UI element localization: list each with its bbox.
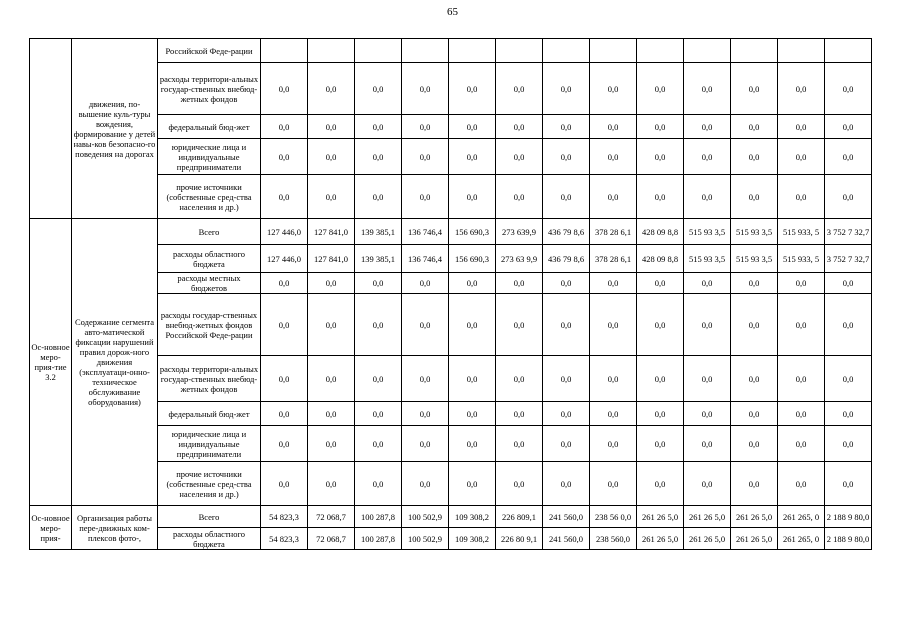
value-cell: 261 26 5,0 (637, 506, 684, 528)
measure-description-cell: Организация работы пере-движных ком-плексов фото-, (72, 506, 158, 550)
value-cell: 0,0 (261, 63, 308, 115)
value-cell: 0,0 (731, 462, 778, 506)
value-cell: 0,0 (449, 63, 496, 115)
budget-table (29, 38, 872, 550)
value-cell (496, 39, 543, 63)
value-cell (731, 39, 778, 63)
value-cell: 72 068,7 (308, 528, 355, 550)
value-cell: 0,0 (637, 175, 684, 219)
value-cell (825, 39, 872, 63)
value-cell: 0,0 (590, 462, 637, 506)
value-cell: 0,0 (778, 139, 825, 175)
value-cell: 0,0 (496, 294, 543, 356)
value-cell: 0,0 (731, 426, 778, 462)
value-cell: 0,0 (825, 402, 872, 426)
value-cell: 0,0 (355, 115, 402, 139)
value-cell: 261 26 5,0 (684, 506, 731, 528)
value-cell: 0,0 (731, 294, 778, 356)
value-cell: 0,0 (543, 273, 590, 294)
value-cell: 0,0 (778, 402, 825, 426)
value-cell: 0,0 (355, 402, 402, 426)
value-cell (684, 39, 731, 63)
value-cell: 0,0 (637, 294, 684, 356)
value-cell: 0,0 (684, 115, 731, 139)
value-cell: 241 560,0 (543, 506, 590, 528)
value-cell: 0,0 (449, 115, 496, 139)
value-cell: 0,0 (308, 294, 355, 356)
value-cell: 0,0 (684, 426, 731, 462)
value-cell: 136 746,4 (402, 219, 449, 245)
value-cell: 515 93 3,5 (684, 219, 731, 245)
value-cell: 428 09 8,8 (637, 219, 684, 245)
value-cell: 436 79 8,6 (543, 245, 590, 273)
value-cell: 0,0 (496, 426, 543, 462)
value-cell: 0,0 (449, 426, 496, 462)
value-cell: 0,0 (684, 175, 731, 219)
value-cell: 0,0 (402, 139, 449, 175)
value-cell: 226 80 9,1 (496, 528, 543, 550)
value-cell: 0,0 (308, 273, 355, 294)
funding-source-cell: расходы территори-альных государ-ственных внебюд-жетных фондов (158, 63, 261, 115)
value-cell: 0,0 (496, 356, 543, 402)
value-cell: 0,0 (261, 139, 308, 175)
value-cell: 127 446,0 (261, 245, 308, 273)
value-cell: 0,0 (637, 115, 684, 139)
value-cell: 515 93 3,5 (731, 219, 778, 245)
value-cell: 0,0 (496, 402, 543, 426)
value-cell: 127 841,0 (308, 219, 355, 245)
value-cell: 261 26 5,0 (731, 506, 778, 528)
value-cell: 261 265, 0 (778, 528, 825, 550)
value-cell: 0,0 (261, 426, 308, 462)
funding-source-cell: федеральный бюд-жет (158, 115, 261, 139)
value-cell (637, 39, 684, 63)
value-cell: 136 746,4 (402, 245, 449, 273)
value-cell: 0,0 (496, 175, 543, 219)
value-cell: 515 93 3,5 (731, 245, 778, 273)
value-cell: 261 26 5,0 (731, 528, 778, 550)
value-cell: 0,0 (637, 139, 684, 175)
value-cell: 0,0 (778, 115, 825, 139)
value-cell: 0,0 (449, 356, 496, 402)
value-cell: 0,0 (637, 402, 684, 426)
value-cell: 0,0 (261, 273, 308, 294)
measure-id-cell: Ос-новное меро-прия-тие 3.2 (30, 219, 72, 506)
value-cell: 100 502,9 (402, 506, 449, 528)
value-cell: 0,0 (449, 402, 496, 426)
value-cell: 156 690,3 (449, 245, 496, 273)
value-cell: 0,0 (308, 63, 355, 115)
value-cell: 0,0 (355, 273, 402, 294)
value-cell: 0,0 (684, 402, 731, 426)
value-cell: 109 308,2 (449, 506, 496, 528)
value-cell: 0,0 (261, 294, 308, 356)
value-cell: 72 068,7 (308, 506, 355, 528)
value-cell: 0,0 (402, 63, 449, 115)
value-cell (590, 39, 637, 63)
value-cell: 0,0 (449, 462, 496, 506)
value-cell: 0,0 (261, 356, 308, 402)
value-cell: 0,0 (590, 139, 637, 175)
value-cell: 0,0 (449, 175, 496, 219)
value-cell: 0,0 (449, 294, 496, 356)
value-cell: 0,0 (543, 175, 590, 219)
value-cell: 261 265, 0 (778, 506, 825, 528)
value-cell: 0,0 (637, 356, 684, 402)
value-cell: 436 79 8,6 (543, 219, 590, 245)
funding-source-cell: расходы местных бюджетов (158, 273, 261, 294)
value-cell: 0,0 (778, 175, 825, 219)
value-cell (449, 39, 496, 63)
value-cell: 0,0 (402, 402, 449, 426)
value-cell: 0,0 (496, 63, 543, 115)
value-cell: 100 502,9 (402, 528, 449, 550)
value-cell: 0,0 (778, 356, 825, 402)
value-cell: 273 63 9,9 (496, 245, 543, 273)
table-row (30, 219, 872, 245)
value-cell: 0,0 (261, 402, 308, 426)
value-cell: 0,0 (261, 115, 308, 139)
value-cell: 156 690,3 (449, 219, 496, 245)
value-cell: 0,0 (731, 175, 778, 219)
value-cell: 0,0 (731, 115, 778, 139)
value-cell: 139 385,1 (355, 219, 402, 245)
value-cell: 0,0 (355, 356, 402, 402)
value-cell: 0,0 (684, 462, 731, 506)
value-cell (308, 39, 355, 63)
funding-source-cell: расходы областного бюджета (158, 528, 261, 550)
value-cell: 139 385,1 (355, 245, 402, 273)
value-cell (261, 39, 308, 63)
funding-source-cell: расходы территори-альных государ-ственных внебюд-жетных фондов (158, 356, 261, 402)
value-cell: 0,0 (308, 402, 355, 426)
value-cell: 0,0 (355, 175, 402, 219)
value-cell: 3 752 7 32,7 (825, 219, 872, 245)
value-cell: 0,0 (308, 175, 355, 219)
value-cell: 0,0 (402, 294, 449, 356)
value-cell: 0,0 (261, 175, 308, 219)
value-cell: 127 446,0 (261, 219, 308, 245)
value-cell: 0,0 (684, 63, 731, 115)
value-cell: 0,0 (590, 426, 637, 462)
value-cell: 2 188 9 80,0 (825, 506, 872, 528)
value-cell: 0,0 (637, 426, 684, 462)
value-cell: 0,0 (825, 115, 872, 139)
value-cell: 515 933, 5 (778, 245, 825, 273)
value-cell: 0,0 (543, 426, 590, 462)
value-cell: 0,0 (731, 63, 778, 115)
table-row (30, 39, 872, 63)
value-cell: 0,0 (355, 139, 402, 175)
value-cell: 261 26 5,0 (637, 528, 684, 550)
value-cell: 127 841,0 (308, 245, 355, 273)
page-number: 65 (447, 6, 458, 18)
value-cell: 0,0 (590, 356, 637, 402)
funding-source-cell: прочие источники (собственные сред-ства населения и др.) (158, 462, 261, 506)
value-cell: 0,0 (355, 426, 402, 462)
measure-description-cell: движения, по-вышение куль-туры вождения, формирование у детей навы-ков безопасно-го поведения на дорогах (72, 39, 158, 219)
value-cell: 0,0 (778, 426, 825, 462)
value-cell: 0,0 (825, 294, 872, 356)
value-cell: 0,0 (637, 63, 684, 115)
value-cell: 0,0 (261, 462, 308, 506)
value-cell: 0,0 (637, 273, 684, 294)
value-cell: 54 823,3 (261, 506, 308, 528)
value-cell: 0,0 (637, 462, 684, 506)
value-cell: 0,0 (543, 402, 590, 426)
value-cell: 0,0 (402, 175, 449, 219)
value-cell: 261 26 5,0 (684, 528, 731, 550)
value-cell: 0,0 (449, 139, 496, 175)
value-cell: 515 93 3,5 (684, 245, 731, 273)
value-cell: 273 639,9 (496, 219, 543, 245)
value-cell: 0,0 (825, 426, 872, 462)
value-cell: 0,0 (543, 63, 590, 115)
value-cell (355, 39, 402, 63)
value-cell: 3 752 7 32,7 (825, 245, 872, 273)
table-row (30, 506, 872, 528)
value-cell: 0,0 (825, 462, 872, 506)
value-cell: 0,0 (590, 402, 637, 426)
funding-source-cell: расходы государ-ственных внебюд-жетных фондов Российской Феде-рации (158, 294, 261, 356)
value-cell: 0,0 (308, 115, 355, 139)
measure-id-cell: Ос-новное меро-прия- (30, 506, 72, 550)
value-cell: 0,0 (496, 139, 543, 175)
measure-description-cell: Содержание сегмента авто-матической фиксации нарушений правил дорож-ного движения (эксплуатаци-онно-техническое обслуживание оборудования) (72, 219, 158, 506)
value-cell: 0,0 (778, 273, 825, 294)
value-cell: 0,0 (402, 115, 449, 139)
value-cell: 2 188 9 80,0 (825, 528, 872, 550)
value-cell: 0,0 (825, 63, 872, 115)
value-cell: 0,0 (731, 273, 778, 294)
value-cell: 0,0 (496, 462, 543, 506)
value-cell: 0,0 (731, 402, 778, 426)
value-cell: 0,0 (355, 294, 402, 356)
value-cell: 378 28 6,1 (590, 219, 637, 245)
value-cell: 0,0 (402, 426, 449, 462)
value-cell: 0,0 (496, 115, 543, 139)
value-cell: 0,0 (778, 294, 825, 356)
value-cell: 0,0 (449, 273, 496, 294)
value-cell: 109 308,2 (449, 528, 496, 550)
value-cell: 0,0 (684, 139, 731, 175)
value-cell: 0,0 (496, 273, 543, 294)
value-cell: 428 09 8,8 (637, 245, 684, 273)
value-cell: 0,0 (308, 462, 355, 506)
value-cell: 0,0 (590, 175, 637, 219)
value-cell: 0,0 (731, 356, 778, 402)
value-cell: 0,0 (825, 273, 872, 294)
funding-source-cell: Российской Феде-рации (158, 39, 261, 63)
value-cell: 0,0 (590, 115, 637, 139)
funding-source-cell: Всего (158, 506, 261, 528)
value-cell: 0,0 (543, 462, 590, 506)
funding-source-cell: юридические лица и индивидуальные предприниматели (158, 139, 261, 175)
value-cell: 0,0 (825, 356, 872, 402)
value-cell: 0,0 (308, 426, 355, 462)
value-cell: 100 287,8 (355, 528, 402, 550)
value-cell: 0,0 (825, 139, 872, 175)
value-cell: 0,0 (543, 115, 590, 139)
value-cell: 0,0 (308, 356, 355, 402)
value-cell: 0,0 (590, 273, 637, 294)
value-cell: 0,0 (778, 462, 825, 506)
funding-source-cell: расходы областного бюджета (158, 245, 261, 273)
value-cell: 0,0 (684, 294, 731, 356)
measure-id-cell (30, 39, 72, 219)
value-cell: 0,0 (402, 462, 449, 506)
value-cell: 0,0 (684, 356, 731, 402)
value-cell: 378 28 6,1 (590, 245, 637, 273)
value-cell: 238 560,0 (590, 528, 637, 550)
funding-source-cell: федеральный бюд-жет (158, 402, 261, 426)
value-cell (778, 39, 825, 63)
value-cell: 0,0 (825, 175, 872, 219)
value-cell: 0,0 (543, 294, 590, 356)
value-cell: 241 560,0 (543, 528, 590, 550)
value-cell: 515 933, 5 (778, 219, 825, 245)
value-cell: 0,0 (308, 139, 355, 175)
value-cell: 0,0 (590, 63, 637, 115)
value-cell: 54 823,3 (261, 528, 308, 550)
value-cell: 0,0 (731, 139, 778, 175)
funding-source-cell: Всего (158, 219, 261, 245)
value-cell: 100 287,8 (355, 506, 402, 528)
value-cell: 0,0 (543, 356, 590, 402)
value-cell: 0,0 (355, 462, 402, 506)
value-cell (543, 39, 590, 63)
value-cell: 0,0 (543, 139, 590, 175)
value-cell: 0,0 (684, 273, 731, 294)
funding-source-cell: прочие источники (собственные сред-ства населения и др.) (158, 175, 261, 219)
value-cell: 0,0 (402, 273, 449, 294)
value-cell: 0,0 (355, 63, 402, 115)
value-cell (402, 39, 449, 63)
funding-source-cell: юридические лица и индивидуальные предприниматели (158, 426, 261, 462)
value-cell: 226 809,1 (496, 506, 543, 528)
value-cell: 238 56 0,0 (590, 506, 637, 528)
value-cell: 0,0 (402, 356, 449, 402)
value-cell: 0,0 (778, 63, 825, 115)
value-cell: 0,0 (590, 294, 637, 356)
